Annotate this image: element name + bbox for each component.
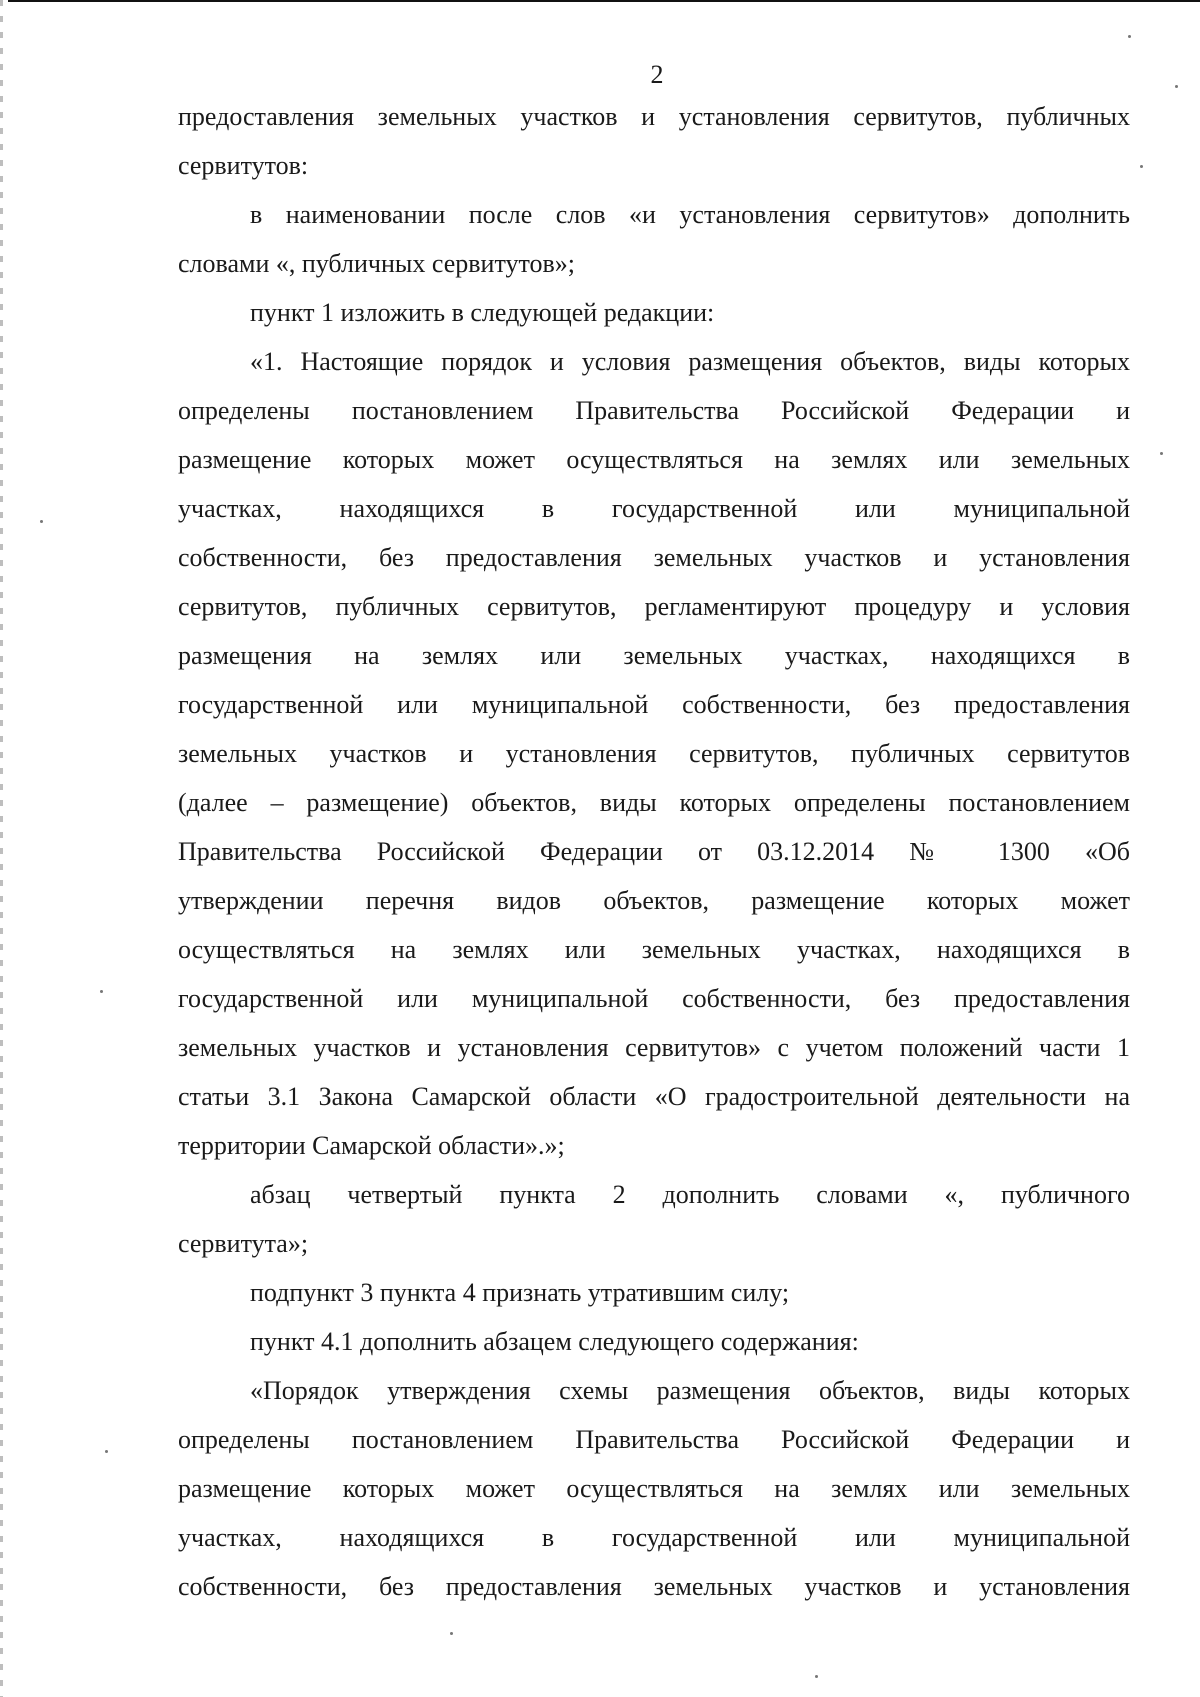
text-line: собственности, без предоставления земельных участков и установления	[178, 543, 1130, 572]
text-line: осуществляться на землях или земельных участках, находящихся в	[178, 935, 1130, 964]
text-line: пункт 4.1 дополнить абзацем следующего содержания:	[250, 1327, 859, 1356]
text-line: сервитута»;	[178, 1229, 309, 1258]
text-line: предоставления земельных участков и установления сервитутов, публичных	[178, 102, 1130, 131]
text-line: пункт 1 изложить в следующей редакции:	[250, 298, 715, 327]
text-line: Правительства Российской Федерации от 03.12.2014 № 1300 «Об	[178, 837, 1130, 866]
text-line: определены постановлением Правительства Российской Федерации и	[178, 1425, 1130, 1454]
text-line: размещение которых может осуществляться на землях или земельных	[178, 1474, 1130, 1503]
scan-left-edge	[0, 0, 3, 1697]
text-line: земельных участков и установления сервитутов, публичных сервитутов	[178, 739, 1130, 768]
text-line: «1. Настоящие порядок и условия размещения объектов, виды которых	[250, 347, 1130, 376]
document-body	[178, 92, 1130, 1611]
text-line: государственной или муниципальной собственности, без предоставления	[178, 690, 1130, 719]
scan-speck	[105, 1450, 108, 1453]
scan-speck	[1160, 452, 1163, 455]
text-line: статьи 3.1 Закона Самарской области «О градостроительной деятельности на	[178, 1082, 1130, 1111]
scan-speck	[815, 1675, 818, 1678]
page-number: 2	[650, 60, 664, 89]
text-line: в наименовании после слов «и установления сервитутов» дополнить	[250, 200, 1130, 229]
text-line: подпункт 3 пункта 4 признать утратившим силу;	[250, 1278, 790, 1307]
scan-speck	[1140, 165, 1143, 168]
text-line: «Порядок утверждения схемы размещения объектов, виды которых	[250, 1376, 1130, 1405]
scan-top-border	[8, 0, 1200, 2]
text-line: сервитутов, публичных сервитутов, регламентируют процедуру и условия	[178, 592, 1130, 621]
text-line: определены постановлением Правительства Российской Федерации и	[178, 396, 1130, 425]
scan-speck	[40, 520, 43, 523]
text-line: утверждении перечня видов объектов, размещение которых может	[178, 886, 1130, 915]
text-line: размещения на землях или земельных участках, находящихся в	[178, 641, 1130, 670]
scan-speck	[1175, 85, 1178, 88]
text-line: территории Самарской области».»;	[178, 1131, 565, 1160]
text-line: абзац четвертый пункта 2 дополнить словами «, публичного	[250, 1180, 1130, 1209]
text-line: земельных участков и установления сервитутов» с учетом положений части 1	[178, 1033, 1130, 1062]
text-line: словами «, публичных сервитутов»;	[178, 249, 575, 278]
scan-speck	[100, 990, 103, 993]
text-line: участках, находящихся в государственной или муниципальной	[178, 494, 1130, 523]
text-line: сервитутов:	[178, 151, 309, 180]
text-line: (далее – размещение) объектов, виды которых определены постановлением	[178, 788, 1130, 817]
text-line: государственной или муниципальной собственности, без предоставления	[178, 984, 1130, 1013]
text-line: размещение которых может осуществляться на землях или земельных	[178, 445, 1130, 474]
scan-speck	[1128, 35, 1131, 38]
text-line: участках, находящихся в государственной или муниципальной	[178, 1523, 1130, 1552]
scan-speck	[450, 1632, 453, 1635]
text-line: собственности, без предоставления земельных участков и установления	[178, 1572, 1130, 1601]
